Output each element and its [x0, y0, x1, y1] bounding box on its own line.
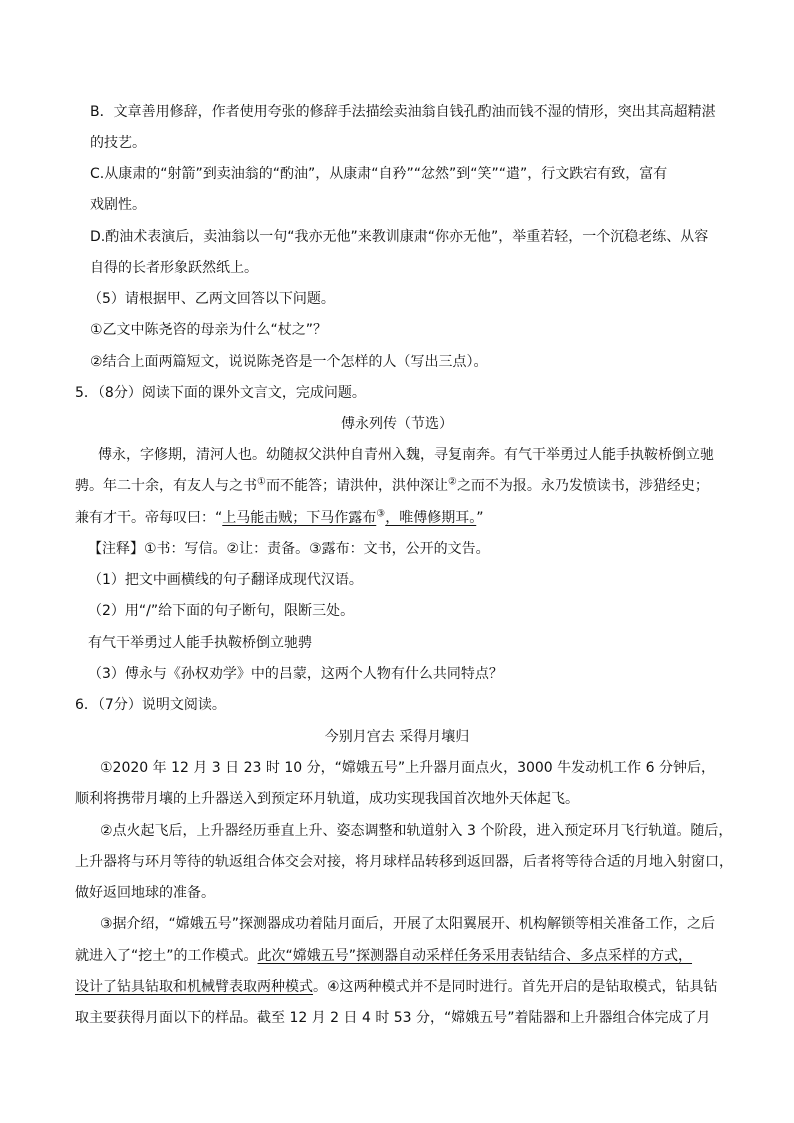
q5-p1-line3: 兼有才干。帝每叹曰：“上马能击贼；下马作露布③，唯傅修期耳。”	[75, 508, 484, 526]
q5-p1-line2: 骋。年二十余，有友人与之书①而不能答；请洪仲，洪仲深让②之而不为报。永乃发愤读书，涉猎经史；	[75, 476, 709, 494]
q6-p3-line2: 就进入了“挖土”的工作模式。此次“嫦娥五号”探测器自动采样任务采用表钻结合、多点采样的方式，	[75, 948, 693, 964]
q5-sub2: （2）用“/”给下面的句子断句，限断三处。	[88, 603, 355, 619]
underlined-sentence: 上马能击贼；下马作露布	[222, 510, 377, 526]
q5-sentence: 有气干举勇过人能手执鞍桥倒立驰骋	[88, 635, 312, 651]
footnote-marker-1: ①	[257, 476, 266, 488]
q6-p2-line1: ②点火起飞后，上升器经历垂直上升、姿态调整和轨道射入 3 个阶段，进入预定环月飞行轨道。随后，	[100, 823, 733, 839]
q4-sub5-item1: ①乙文中陈尧咨的母亲为什么“杖之”？	[90, 322, 328, 338]
q5-header: 5．（8分）阅读下面的课外文言文，完成问题。	[75, 385, 366, 401]
q6-p1-line1: ①2020 年 12 月 3 日 23 时 10 分，“嫦娥五号”上升器月面点火，3000 牛发动机工作 6 分钟后，	[100, 760, 715, 776]
option-b-line2: 的技艺。	[90, 135, 146, 151]
q4-sub5-stem: （5）请根据甲、乙两文回答以下问题。	[88, 291, 335, 307]
q5-sub3: （3）傅永与《孙权劝学》中的吕蒙，这两个人物有什么共同特点？	[88, 666, 503, 682]
option-b-line1: B．文章善用修辞，作者使用夸张的修辞手法描绘卖油翁自钱孔酌油而钱不湿的情形，突出其高超精湛	[90, 104, 716, 120]
q6-header: 6．（7分）说明文阅读。	[75, 697, 226, 713]
q6-p3-line1: ③据介绍，“嫦娥五号”探测器成功着陆月面后，开展了太阳翼展开、机构解锁等相关准备工作，之后	[100, 916, 716, 932]
q5-sub1: （1）把文中画横线的句子翻译成现代汉语。	[88, 572, 363, 588]
q6-p2-line2: 上升器将与环月等待的轨返组合体交会对接，将月球样品转移到返回器，后者将等待合适的月地入射窗口，	[75, 854, 733, 870]
q6-p1-line2: 顺利将携带月壤的上升器送入到预定环月轨道，成功实现我国首次地外天体起飞。	[75, 791, 579, 807]
q5-note: 【注释】①书：写信。②让：责备。③露布：文书，公开的文告。	[88, 541, 490, 557]
underlined-sentence-q6: 此次“嫦娥五号”探测器自动采样任务采用表钻结合、多点采样的方式，	[257, 948, 693, 964]
q4-sub5-item2: ②结合上面两篇短文，说说陈尧咨是一个怎样的人（写出三点）。	[90, 354, 488, 370]
q5-title: 傅永列传（节选）	[341, 416, 453, 432]
q6-p2-line3: 做好返回地球的准备。	[75, 885, 215, 901]
footnote-marker-3: ③	[376, 508, 386, 520]
option-d-line1: D.酌油术表演后，卖油翁以一句“我亦无他”来教训康肃“你亦无他”，举重若轻，一个沉稳老练、从容	[90, 229, 709, 245]
option-c-line2: 戏剧性。	[90, 197, 146, 213]
q6-p3-line4: 取主要获得月面以下的样品。截至 12 月 2 日 4 时 53 分，“嫦娥五号”着陆器和上升器组合体完成了月	[75, 1010, 711, 1026]
option-d-line2: 自得的长者形象跃然纸上。	[90, 260, 258, 276]
q5-p1-line1: 傅永，字修期，清河人也。幼随叔父洪仲自青州入魏，寻复南奔。有气干举勇过人能手执鞍桥倒立驰	[98, 447, 714, 463]
footnote-marker-2: ②	[447, 476, 457, 488]
option-c-line1: C.从康肃的“射箭”到卖油翁的“酌油”，从康肃“自矜”“忿然”到“笑”“遣”，行文跌宕有致，富有	[90, 166, 668, 182]
q6-title: 今别月宫去 采得月壤归	[324, 729, 470, 745]
q6-p3-line3: 设计了钻具钻取和机械臂表取两种模式。④这两种模式并不是同时进行。首先开启的是钻取模式，钻具钻	[75, 979, 718, 995]
